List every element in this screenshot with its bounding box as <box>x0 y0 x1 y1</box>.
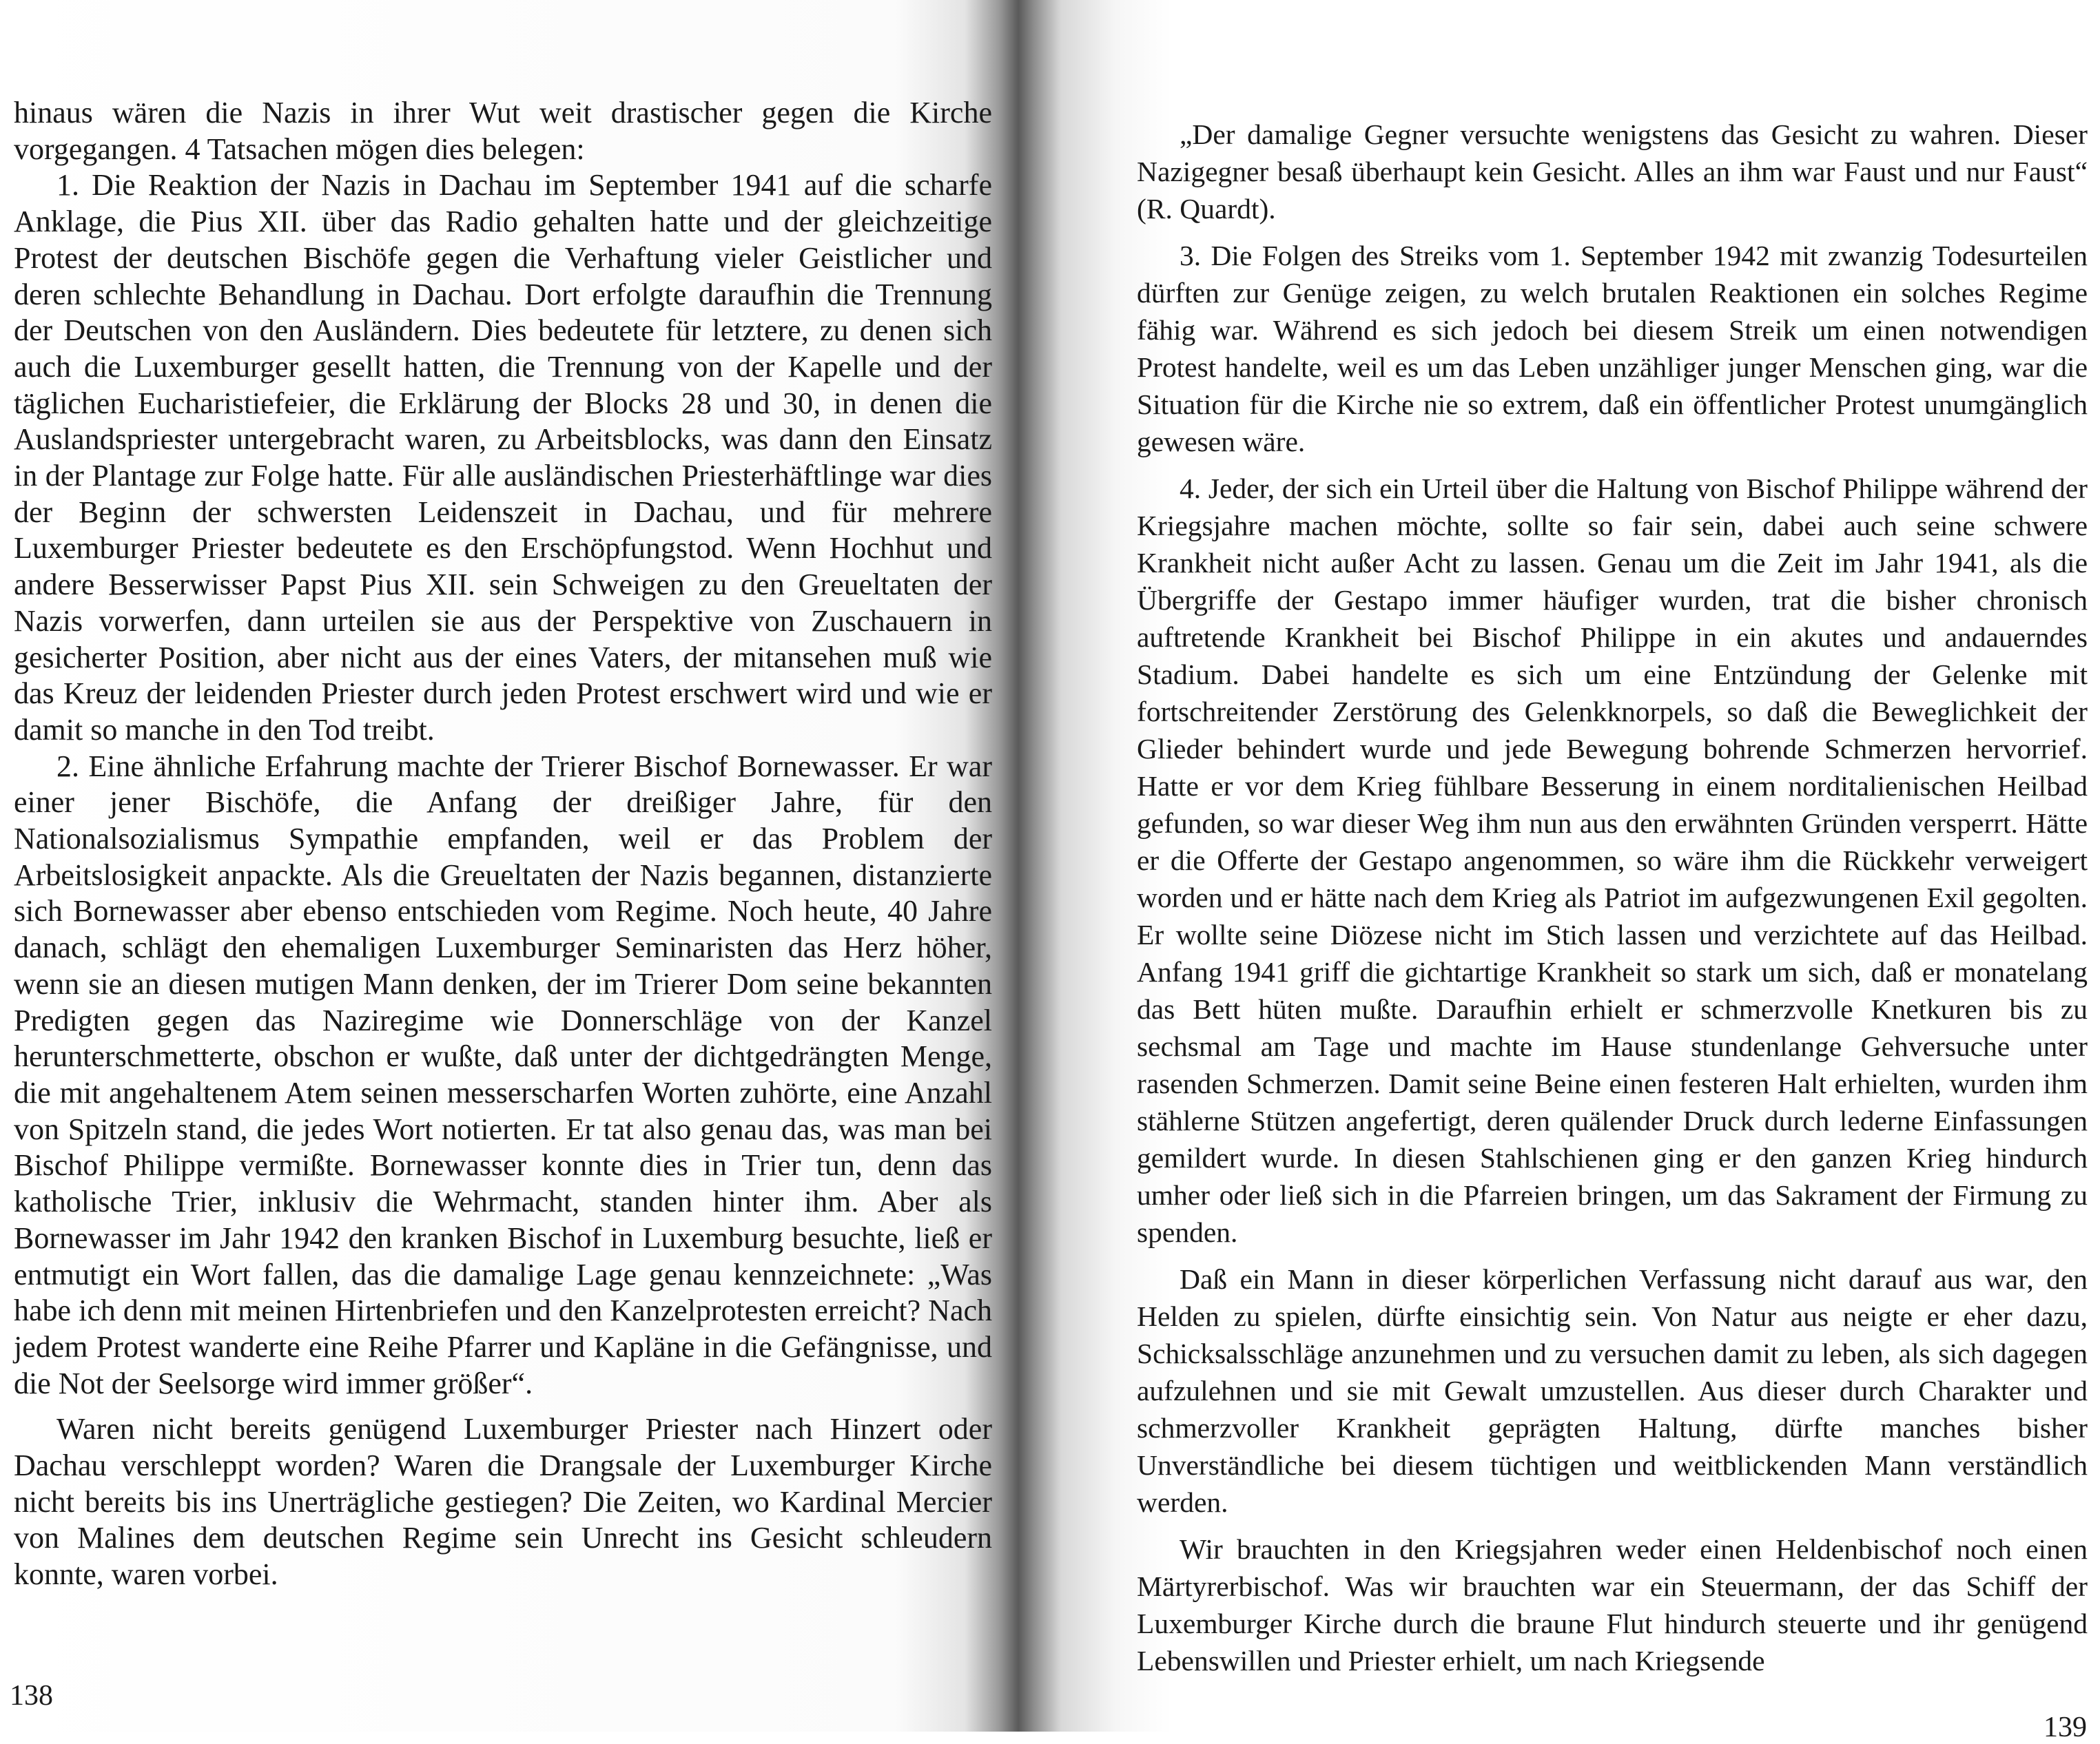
paragraph-fact-4: 4. Jeder, der sich ein Urteil über die Haltung von Bischof Philippe während der Kriegsjahre machen möchte, sollte so fair sein, dabei auch seine schwere Krankheit nicht außer Acht zu lassen. Genau um die Zeit im Jahr 1941, als die Übergriffe der Gestapo immer häufiger wurden, trat die bisher chronisch auftretende Krankheit bei Bischof Philippe in ein akutes und andauerndes Stadium. Dabei handelte es sich um eine Entzündung der Gelenke mit fortschreitender Zerstörung des Gelenkknorpels, so daß die Beweglichkeit der Glieder behindert wurde und jede Bewegung bohrende Schmerzen hervorrief. Hatte er vor dem Krieg fühlbare Besserung in einem norditalienischen Heilbad gefunden, so war dieser Weg ihm nun aus den erwähnten Gründen versperrt. Hätte er die Offerte der Gestapo angenommen, so wäre ihm die Rückkehr verweigert worden und er hätte nach dem Krieg als Patriot im aufgezwungenen Exil gegolten. Er wollte seine Diözese nicht im Stich lassen und verzichtete auf das Heilbad. Anfang 1941 griff die gichtartige Krankheit so stark um sich, daß er monatelang das Bett hüten mußte. Daraufhin erhielt er schmerzvolle Knetkuren bis zu sechsmal am Tage und machte im Hause stundenlange Gehversuche unter rasenden Schmerzen. Damit seine Beine einen festeren Halt erhielten, wurden ihm stählerne Stützen angefertigt, deren quälender Druck durch lederne Einfassungen gemildert wurde. In diesen Stahlschienen ging er den ganzen Krieg hindurch umher oder ließ sich in die Pfarreien bringen, um das Sakrament der Firmung zu spenden. <box>1137 473 2088 1248</box>
paragraph-fact-2: 2. Eine ähnliche Erfahrung machte der Trierer Bischof Bornewasser. Er war einer jener Bischöfe, die Anfang der dreißiger Jahre, für den Nationalsozialismus Sympathie empfanden, weil er das Problem der Arbeitslosigkeit anpackte. Als die Greueltaten der Nazis begannen, distanzierte sich Bornewasser aber ebenso entschieden vom Regime. Noch heute, 40 Jahre danach, schlägt den ehemaligen Luxemburger Seminaristen das Herz höher, wenn sie an diesen mutigen Mann denken, der im Trierer Dom seine bekannten Predigten gegen das Naziregime wie Donnerschläge von der Kanzel herunterschmetterte, obschon er wußte, daß unter der dichtgedrängten Menge, die mit angehaltenem Atem seinen messerscharfen Worten zuhörte, eine Anzahl von Spitzeln stand, die jedes Wort notierten. Er tat also genau das, was man bei Bischof Philippe vermißte. Bornewasser konnte dies in Trier tun, denn das katholische Trier, inklusiv die Wehrmacht, standen hinter ihm. Aber als Bornewasser im Jahr 1942 den kranken Bischof in Luxemburg besuchte, ließ er entmutigt ein Wort fallen, das die damalige Lage genau kennzeichnete: „Was habe ich denn mit meinen Hirtenbriefen und den Kanzelprotesten erreicht? Nach jedem Protest wanderte eine Reihe Pfarrer und Kapläne in die Gefängnisse, und die Not der Seelsorge wird immer größer“. <box>14 749 992 1400</box>
paragraph-steersman: Wir brauchten in den Kriegsjahren weder einen Heldenbischof noch einen Märtyrerbischof. Was wir brauchten war ein Steuermann, der das Schiff der Luxemburger Kirche durch die braune Flut hindurch steuerte und ihr genügend Lebenswillen und Priester erhielt, um nach Kriegsende <box>1137 1533 2088 1676</box>
paragraph-intro: hinaus wären die Nazis in ihrer Wut weit drastischer gegen die Kirche vorgegangen. 4 Tatsachen mögen dies belegen: <box>14 96 992 166</box>
paragraph-fact-3: 3. Die Folgen des Streiks vom 1. September 1942 mit zwanzig Todesurteilen dürften zur Genüge zeigen, zu welch brutalen Reaktionen ein solches Regime fähig war. Während es sich jedoch bei diesem Streik um einen notwendigen Protest handelte, weil es um das Leben unzähliger junger Menschen ging, war die Situation für die Kirche nie so extrem, daß ein öffentlicher Protest unumgänglich gewesen wäre. <box>1137 240 2088 457</box>
paragraph-quote: „Der damalige Gegner versuchte wenigstens das Gesicht zu wahren. Dieser Nazigegner besaß überhaupt kein Gesicht. Alles an ihm war Faust und nur Faust“ (R. Quardt). <box>1137 118 2088 225</box>
paragraph-deported-priests: Waren nicht bereits genügend Luxemburger Priester nach Hinzert oder Dachau verschleppt worden? Waren die Drangsale der Luxemburger Kirche nicht bereits bis ins Unerträgliche gestiegen? Die Zeiten, wo Kardinal Mercier von Malines dem deutschen Regime sein Unrecht ins Gesicht schleudern konnte, waren vorbei. <box>14 1412 992 1592</box>
left-page-text <box>14 95 992 1593</box>
right-page-text <box>1137 116 2088 1679</box>
page-number-left: 138 <box>10 1680 53 1712</box>
page-number-right: 139 <box>2044 1712 2087 1743</box>
paragraph-fact-1: 1. Die Reaktion der Nazis in Dachau im September 1941 auf die scharfe Anklage, die Pius XII. über das Radio gehalten hatte und der gleichzeitige Protest der deutschen Bischöfe gegen die Verhaftung vieler Geistlicher und deren schlechte Behandlung in Dachau. Dort erfolgte daraufhin die Trennung der Deutschen von den Ausländern. Dies bedeutete für letztere, zu denen sich auch die Luxemburger gesellt hatten, die Trennung von der Kapelle und der täglichen Eucharistiefeier, die Erklärung der Blocks 28 und 30, in denen die Auslandspriester untergebracht waren, zu Arbeitsblocks, was dann den Einsatz in der Plantage zur Folge hatte. Für alle ausländischen Priesterhäftlinge war dies der Beginn der schwersten Leidenszeit in Dachau, und für mehrere Luxemburger Priester bedeutete es den Erschöpfungstod. Wenn Hochhut und andere Besserwisser Papst Pius XII. sein Schweigen zu den Greueltaten der Nazis vorwerfen, dann urteilen sie aus der Perspektive von Zuschauern in gesicherter Position, aber nicht aus der eines Vaters, der mitansehen muß wie das Kreuz der leidenden Priester durch jeden Protest erschwert wird und wie er damit so manche in den Tod treibt. <box>14 168 992 747</box>
left-page <box>0 0 1006 1732</box>
right-page <box>1061 0 2100 1743</box>
paragraph-character: Daß ein Mann in dieser körperlichen Verfassung nicht darauf aus war, den Helden zu spielen, dürfte einsichtig sein. Von Natur aus neigte er eher dazu, Schicksalsschläge anzunehmen und zu versuchen damit zu leben, als sich dagegen aufzulehnen und sie mit Gewalt umzustellen. Aus dieser durch Charakter und schmerzvoller Krankheit geprägten Haltung, dürfte manches bisher Unverständliche bei diesem tüchtigen und weitblickenden Mann verständlich werden. <box>1137 1263 2088 1518</box>
